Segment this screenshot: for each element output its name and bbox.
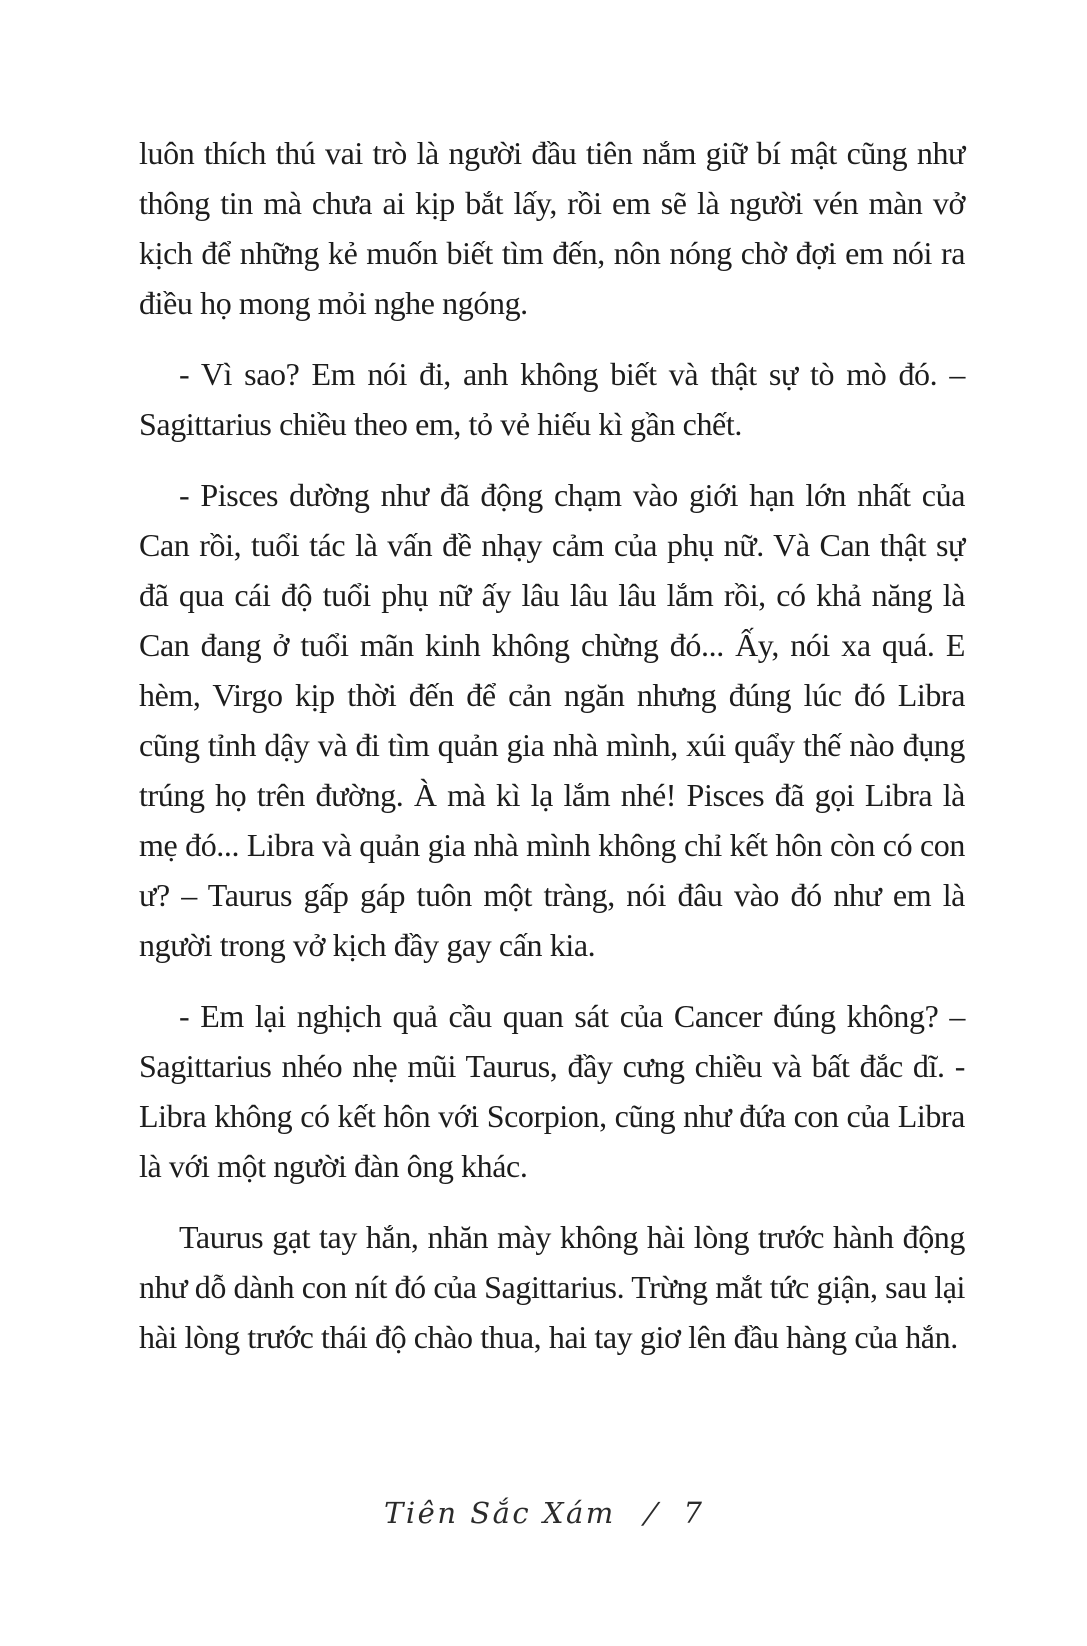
body-text-block [139, 128, 965, 1383]
paragraph-continuation: luôn thích thú vai trò là người đầu tiên nắm giữ bí mật cũng như thông tin mà chưa ai kịp bắt lấy, rồi em sẽ là người vén màn vở kịch để những kẻ muốn biết tìm đến, nôn nóng chờ đợi em nói ra điều họ mong mỏi nghe ngóng. [139, 135, 965, 321]
page-footer [0, 1496, 1087, 1530]
paragraph-dialogue-pisces: - Pisces dường như đã động chạm vào giới hạn lớn nhất của Can rồi, tuổi tác là vấn đề nhạy cảm của phụ nữ. Và Can thật sự đã qua cái độ tuổi phụ nữ ấy lâu lâu lâu lắm rồi, có khả năng là Can đang ở tuổi mãn kinh không chừng đó... Ấy, nói xa quá. E hèm, Virgo kịp thời đến để cản ngăn nhưng đúng lúc đó Libra cũng tỉnh dậy và đi tìm quản gia nhà mình, xúi quẩy thế nào đụng trúng họ trên đường. À mà kì lạ lắm nhé! Pisces đã gọi Libra là mẹ đó... Libra và quản gia nhà mình không chỉ kết hôn còn có con ư? – Taurus gấp gáp tuôn một tràng, nói đâu vào đó như em là người trong vở kịch đầy gay cấn kia. [139, 477, 965, 963]
footer-book-title: Tiên Sắc Xám [384, 1496, 616, 1530]
paragraph-dialogue-vi-sao: - Vì sao? Em nói đi, anh không biết và thật sự tò mò đó. – Sagittarius chiều theo em, tỏ vẻ hiếu kì gần chết. [139, 356, 965, 442]
footer-page-number: 7 [683, 1496, 703, 1530]
footer-separator: / [641, 1496, 662, 1530]
paragraph-dialogue-cancer: - Em lại nghịch quả cầu quan sát của Cancer đúng không? – Sagittarius nhéo nhẹ mũi Taurus, đầy cưng chiều và bất đắc dĩ. - Libra không có kết hôn với Scorpion, cũng như đứa con của Libra là với một người đàn ông khác. [139, 998, 965, 1184]
paragraph-narration-taurus: Taurus gạt tay hắn, nhăn mày không hài lòng trước hành động như dỗ dành con nít đó của Sagittarius. Trừng mắt tức giận, sau lại hài lòng trước thái độ chào thua, hai tay giơ lên đầu hàng của hắn. [139, 1219, 966, 1355]
